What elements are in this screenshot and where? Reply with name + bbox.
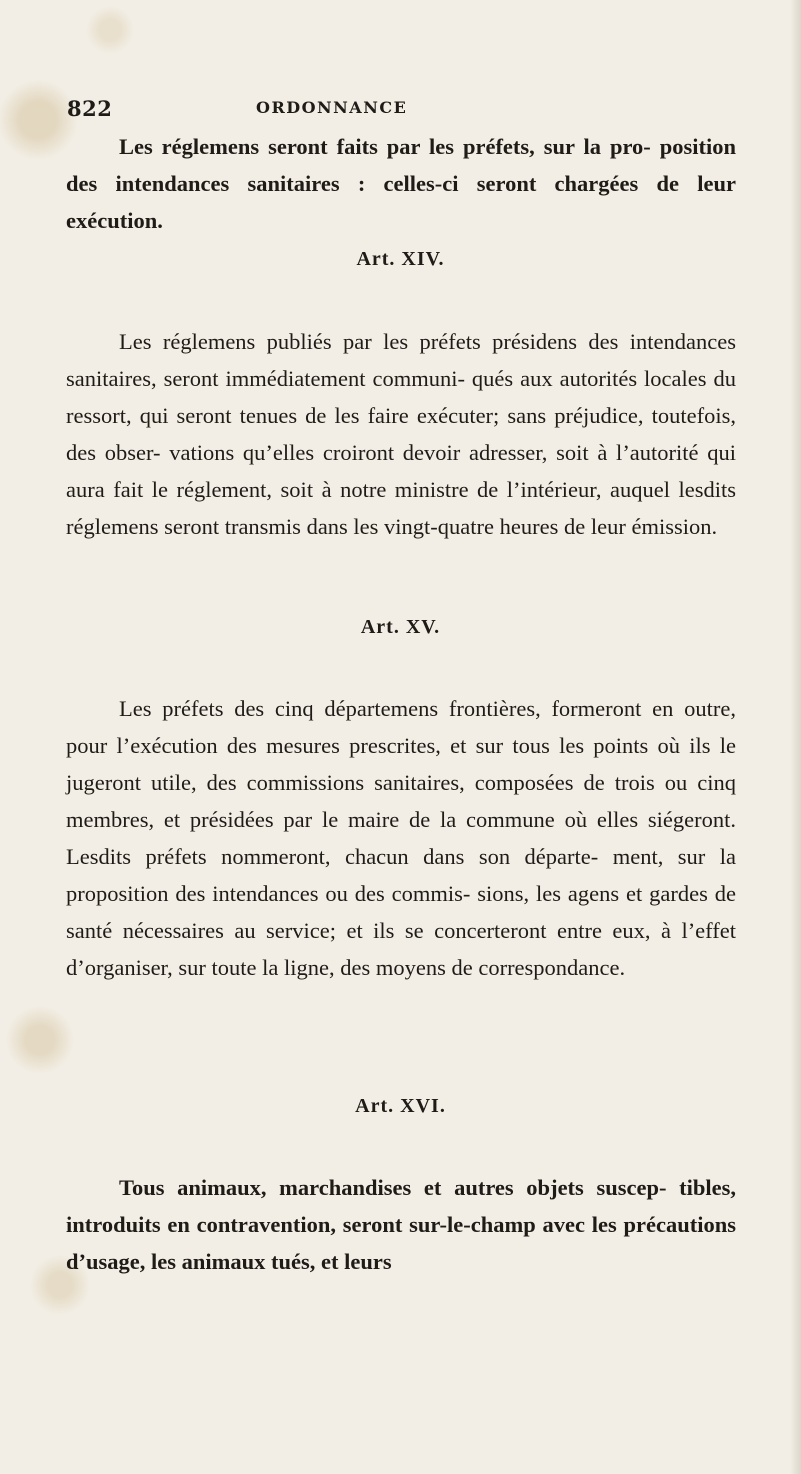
paragraph-3: Les préfets des cinq départemens frontières, formeront en outre, pour l’exécution des mesures prescrites, et sur tous les points où ils le jugeront utile, des commissions sanitaires, composées de trois ou cinq membres, et présidées par le maire de la commune où elles siégeront. Lesdits préfets nommeront, chacun dans son départe- ment, sur la proposition des intendances ou des commis- sions, les agens et gardes de santé nécessaires au service; et ils se concerteront entre eux, à l’effet d’organiser, sur toute la ligne, des moyens de correspondance. (66, 696, 736, 980)
running-head: ORDONNANCE (256, 98, 408, 117)
article-heading-xvi: Art. XVI. (355, 1095, 446, 1117)
article-heading-xiv: Art. XIV. (356, 248, 445, 270)
paragraph-4: Tous animaux, marchandises et autres objets suscep- tibles, introduits en contravention, seront sur-le-champ avec les précautions d’usage, les animaux tués, et leurs (66, 1175, 736, 1274)
paragraph-2: Les réglemens publiés par les préfets présidens des intendances sanitaires, seront immédiatement communi- qués aux autorités locales du ressort, qui seront tenues de les faire exécuter; sans préjudice, toutefois, des obser- vations qu’elles croiront devoir adresser, soit à l’autorité qui aura fait le réglement, soit à notre ministre de l’intérieur, auquel lesdits réglemens seront transmis dans les vingt-quatre heures de leur émission. (66, 329, 736, 539)
paragraph-1: Les réglemens seront faits par les préfets, sur la pro- position des intendances sanitaires : celles-ci seront chargées de leur exécution. (66, 134, 736, 233)
page-header (67, 96, 732, 126)
article-heading-xv: Art. XV. (360, 616, 441, 638)
page-number: 822 (67, 96, 113, 121)
